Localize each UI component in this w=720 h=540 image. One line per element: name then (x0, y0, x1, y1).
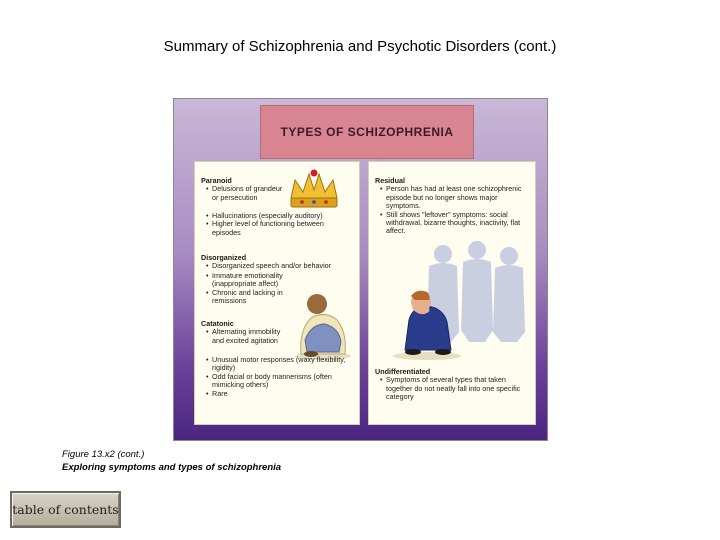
crown-icon (287, 168, 341, 212)
catatonic-more (201, 356, 357, 398)
catatonic-item: • Unusual motor responses (waxy flexibility, rigidity) (207, 356, 357, 373)
catatonic-heading: Catatonic (201, 319, 234, 328)
undifferentiated-section (375, 368, 529, 402)
slide-title: Summary of Schizophrenia and Psychotic Disorders (cont.) (163, 38, 557, 55)
disorganized-item: • Immature emotionality (inappropriate affect) (207, 272, 289, 289)
residual-heading: Residual (375, 176, 405, 185)
catatonic-item: • Rare (207, 390, 357, 398)
schizophrenia-types-figure (173, 98, 548, 441)
table-of-contents-button[interactable]: table of contents (10, 491, 121, 528)
caption-description: Exploring symptoms and types of schizophrenia (62, 462, 282, 473)
sitting-man-illustration (387, 280, 467, 360)
catatonic-item: • Alternating immobility and excited agitation (207, 328, 291, 345)
catatonic-section (201, 320, 291, 345)
disorganized-more (201, 272, 289, 306)
paranoid-more (201, 212, 351, 237)
paranoid-item: • Delusions of grandeur or persecution (207, 185, 283, 202)
figure-caption (62, 448, 281, 474)
right-panel (368, 161, 536, 425)
paranoid-item: • Hallucinations (especially auditory) (207, 212, 351, 220)
figure-banner-title: TYPES OF SCHIZOPHRENIA (260, 105, 474, 159)
caption-figure-number: Figure 13.x2 (cont.) (62, 449, 145, 460)
paranoid-section (201, 177, 283, 202)
disorganized-heading: Disorganized (201, 253, 247, 262)
disorganized-section (201, 254, 353, 271)
residual-item: • Person has had at least one schizophrenic episode but no longer shows major symptoms. (381, 185, 529, 210)
catatonic-item: • Odd facial or body mannerisms (often mimicking others) (207, 373, 357, 390)
paranoid-item: • Higher level of functioning between episodes (207, 220, 351, 237)
left-panel (194, 161, 360, 425)
undifferentiated-heading: Undifferentiated (375, 367, 431, 376)
disorganized-item: • Disorganized speech and/or behavior (207, 262, 353, 270)
paranoid-heading: Paranoid (201, 176, 232, 185)
residual-item: • Still shows "leftover" symptoms: social withdrawal, bizarre thoughts, inactivity, flat affect. (381, 211, 529, 236)
disorganized-item: • Chronic and lacking in remissions (207, 289, 289, 306)
residual-section (375, 177, 529, 236)
huddled-person-illustration (291, 280, 355, 360)
undifferentiated-item: • Symptoms of several types that taken together do not neatly fall into one specific category (381, 376, 529, 401)
